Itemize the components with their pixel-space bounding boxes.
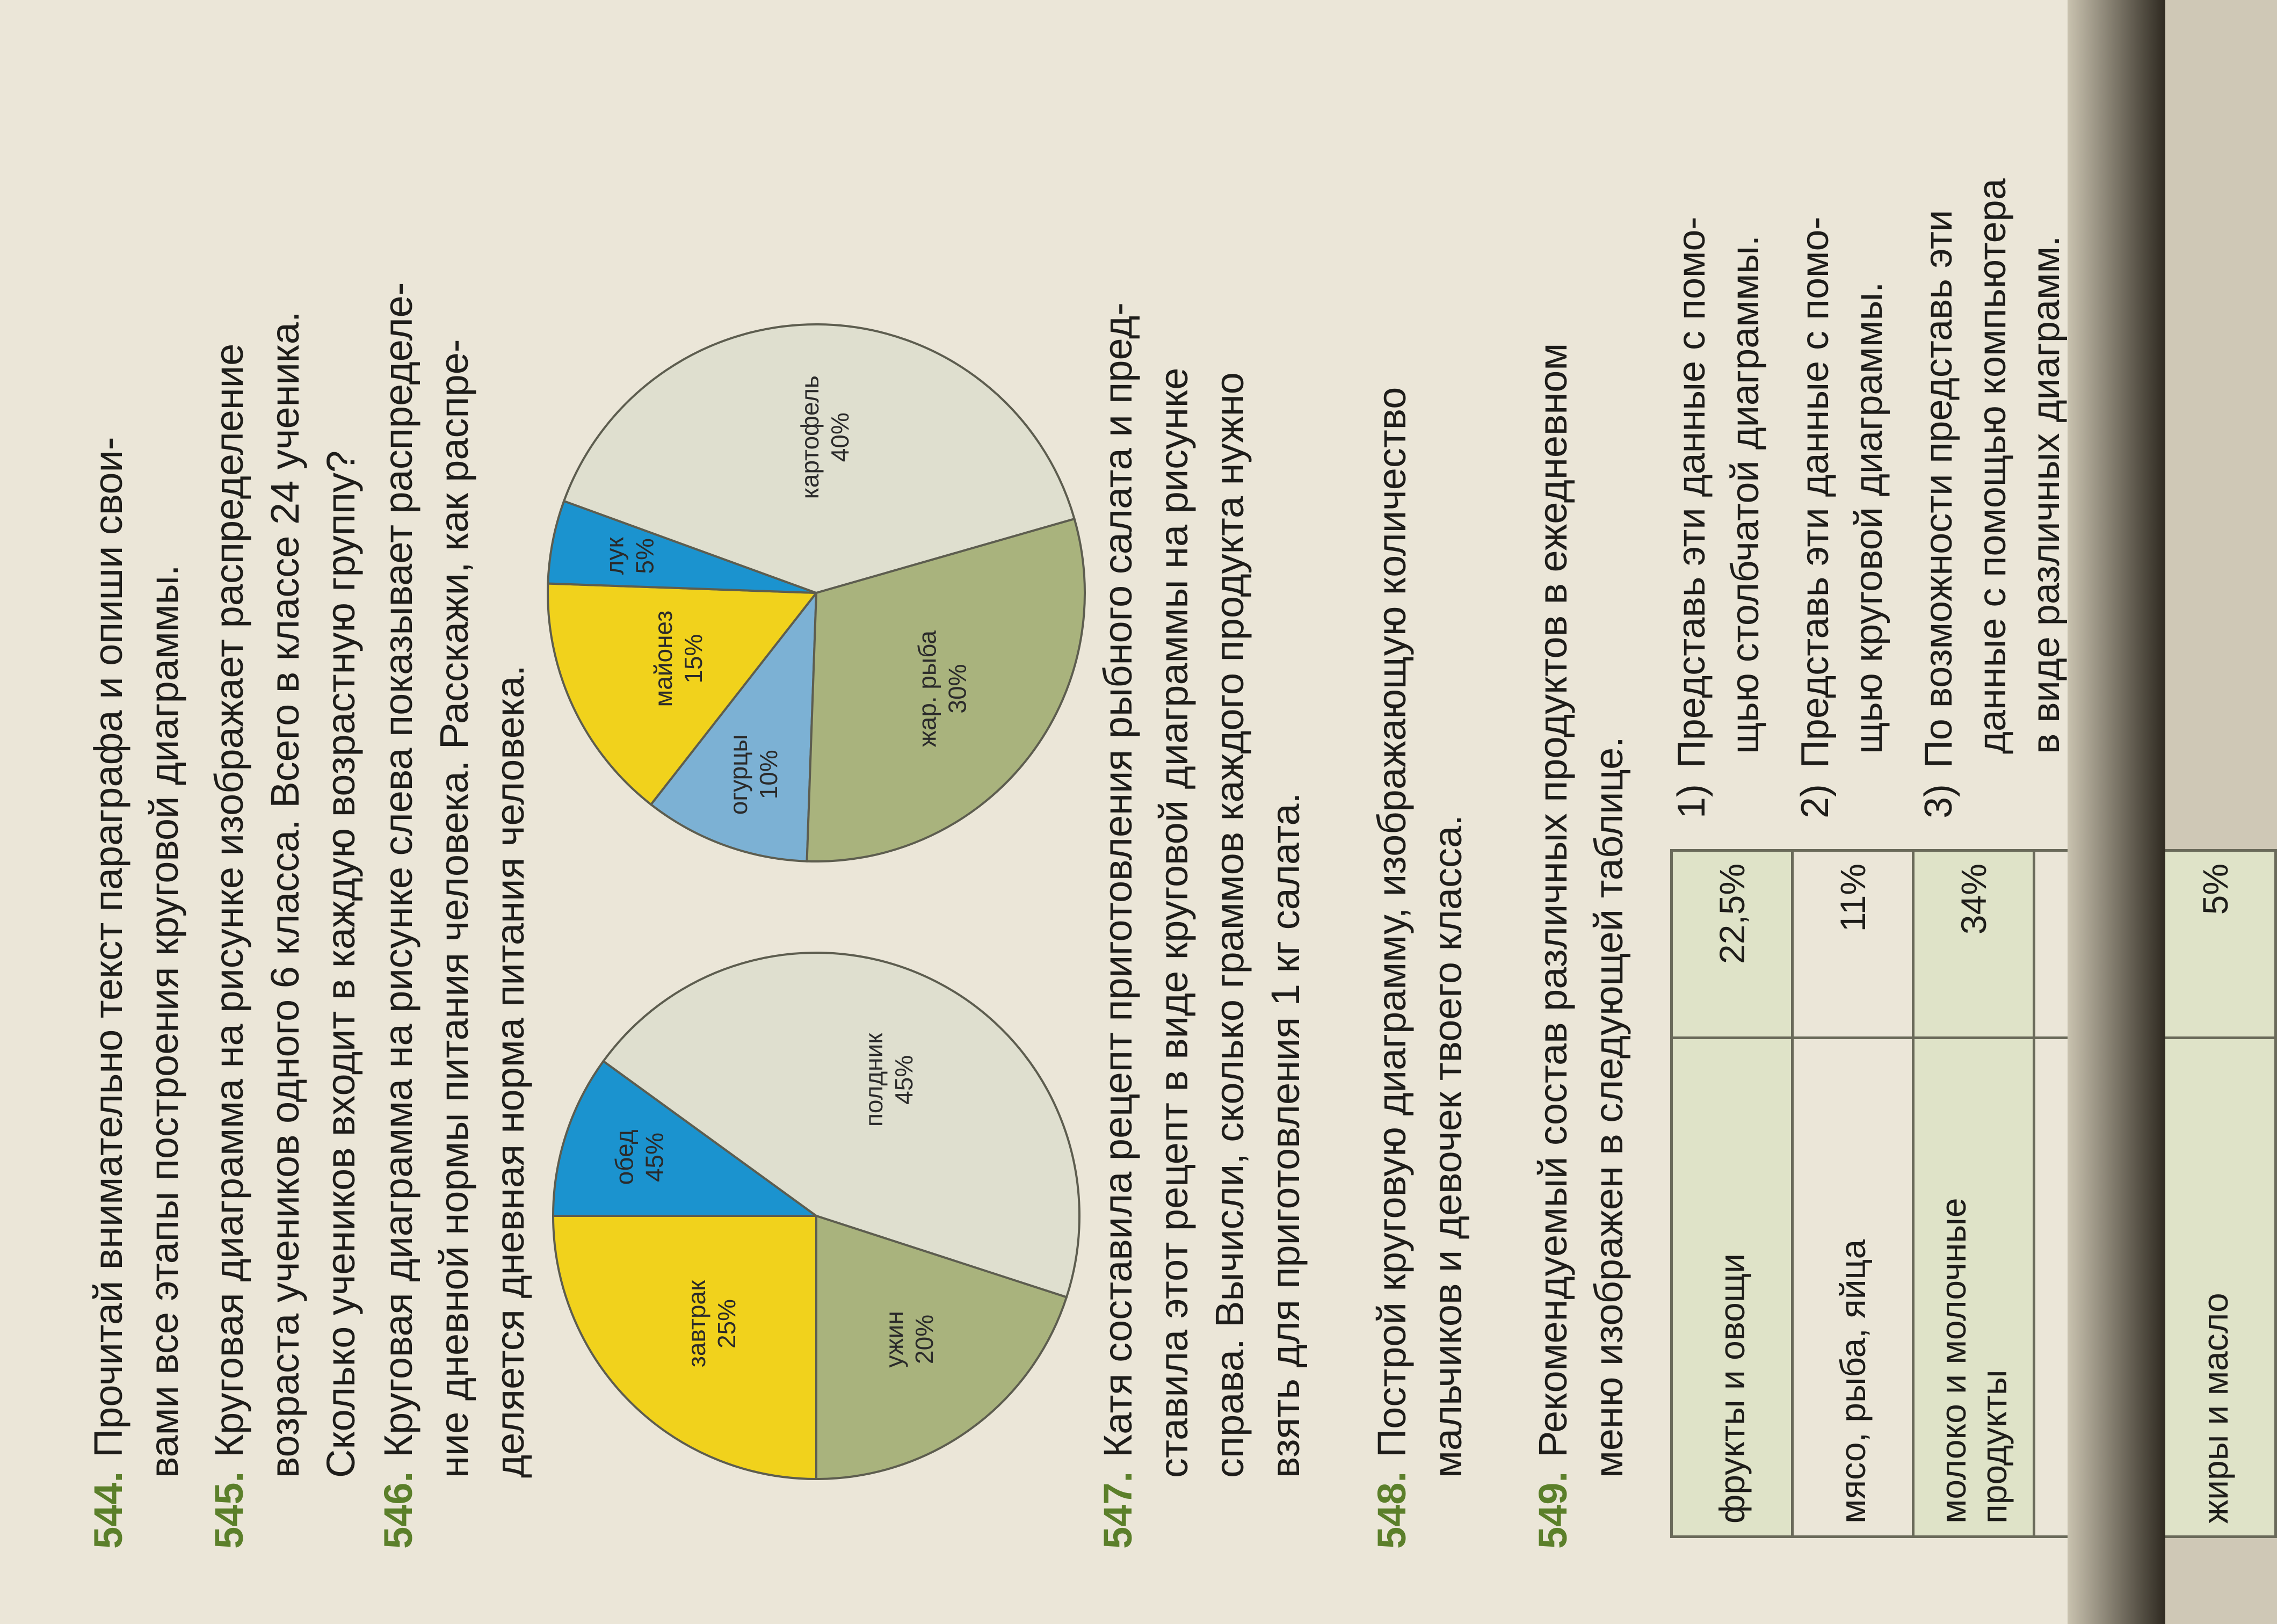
- pie-slice-value-label: 45%: [640, 1132, 669, 1183]
- pie-slice-value-label: 40%: [826, 412, 854, 462]
- pie-slice-value-label: 25%: [713, 1299, 741, 1349]
- task-text-line: вами все этапы построения круговой диаграммы.: [142, 564, 186, 1478]
- task-text-line: возраста учеников одного 6 класса. Всего в классе 24 ученика.: [263, 311, 307, 1478]
- pie-slice-value-label: 30%: [943, 664, 971, 714]
- task-text-line: ние дневной нормы питания человека. Расскажи, как распре-: [432, 339, 476, 1478]
- pie-slice-label: жар. рыба: [913, 630, 941, 748]
- task-number: 548.: [1369, 1471, 1414, 1549]
- task-546: [371, 282, 538, 1549]
- pie-slice-label: лук: [600, 537, 629, 575]
- subtask-text-line: Представь эти данные с помо-: [1670, 216, 1713, 768]
- table-cell-name: молоко и молочные продукты: [1913, 1038, 2034, 1537]
- table-cell-name: фрукты и овощи: [1672, 1038, 1793, 1537]
- table-cell-value: 22,5%: [1672, 851, 1793, 1038]
- task-545: [201, 311, 369, 1549]
- table-cell-name: мясо, рыба, яйца: [1793, 1038, 1913, 1537]
- subtask-text-line: щью круговой диаграммы.: [1847, 281, 1890, 754]
- pie-slice-value-label: 5%: [630, 538, 659, 574]
- subtask-text-line: данные с помощью компьютера: [1971, 178, 2014, 754]
- task-number: 545.: [207, 1471, 251, 1549]
- task-text-line: Прочитай внимательно текст параграфа и опиши свои-: [86, 437, 130, 1458]
- task-text-line: Катя составила рецепт приготовления рыбного салата и пред-: [1096, 302, 1140, 1458]
- pie-chart-daily-norm: [537, 926, 1106, 1517]
- subtask-2: [1788, 178, 1896, 818]
- pie-slice-label: картофель: [796, 375, 824, 499]
- table-row: [1913, 851, 2034, 1537]
- food-composition-table: [1670, 849, 2277, 1538]
- task-text-line: Сколько учеников входит в каждую возрастную группу?: [318, 450, 363, 1478]
- pie-slice-value-label: 15%: [679, 634, 708, 684]
- subtask-list: [1665, 178, 2073, 818]
- table-row: [2155, 851, 2276, 1537]
- task-547: [1090, 302, 1314, 1549]
- task-text-line: Рекомендуемый состав различных продуктов в ежедневном: [1531, 343, 1575, 1458]
- table-cell-name: жиры и масло: [2155, 1038, 2276, 1537]
- subtask-text-line: Представь эти данные с помо-: [1794, 216, 1837, 768]
- task-text-line: меню изображен в следующей таблице.: [1586, 736, 1631, 1478]
- task-number: 544.: [86, 1471, 130, 1549]
- subtask-1: [1665, 178, 1772, 818]
- subtask-text-line: в виде различных диаграмм.: [2025, 235, 2068, 754]
- pie-slice-value-label: 20%: [910, 1314, 939, 1364]
- subtask-number: 1): [1670, 784, 1713, 818]
- task-544: [81, 437, 192, 1549]
- task-text-line: ставила этот рецепт в виде круговой диаграммы на рисунке: [1151, 367, 1196, 1478]
- table-row: [1672, 851, 1793, 1537]
- task-549: [1525, 343, 1637, 1549]
- subtask-text-line: щью столбчатой диаграммы.: [1724, 235, 1767, 754]
- task-text-line: справа. Вычисли, сколько граммов каждого продукта нужно: [1207, 372, 1252, 1478]
- table-cell-value: 34%: [1913, 851, 2034, 1038]
- table-row: [1793, 851, 1913, 1537]
- task-number: 549.: [1531, 1471, 1575, 1549]
- pie-slice-label: ужин: [880, 1311, 909, 1368]
- pie-slice-label: обед: [610, 1129, 639, 1185]
- pie-slice-label: завтрак: [683, 1280, 711, 1368]
- task-text-line: мальчиков и девочек твоего класса.: [1425, 815, 1470, 1478]
- task-text-line: Круговая диаграмма на рисунке изображает распределение: [207, 343, 251, 1458]
- task-number: 546.: [376, 1471, 420, 1549]
- subtask-3: [1912, 178, 2073, 818]
- pie-slice-label: огурцы: [724, 734, 752, 815]
- pie-slice-label: полдник: [860, 1033, 888, 1127]
- pie-slice-value-label: 45%: [890, 1055, 918, 1105]
- page-bottom-edge: [2068, 0, 2165, 1624]
- task-text-line: Построй круговую диаграмму, изображающую количество: [1369, 387, 1414, 1458]
- subtask-number: 3): [1917, 784, 1960, 818]
- table-cell-value: 11%: [1793, 851, 1913, 1038]
- task-text-line: деляется дневная норма питания человека.: [488, 665, 532, 1478]
- task-number: 547.: [1096, 1471, 1140, 1549]
- subtask-text-line: По возможности представь эти: [1917, 209, 1960, 768]
- pie-chart-fish-salad: [537, 271, 1106, 915]
- task-548: [1364, 387, 1476, 1549]
- task-text-line: взять для приготовления 1 кг салата.: [1263, 792, 1308, 1478]
- subtask-number: 2): [1794, 784, 1837, 818]
- task-text-line: Круговая диаграмма на рисунке слева показывает распределе-: [376, 282, 420, 1458]
- pie-slice-value-label: 10%: [754, 750, 782, 800]
- table-cell-value: 5%: [2155, 851, 2276, 1038]
- pie-slice-label: майонез: [649, 610, 678, 707]
